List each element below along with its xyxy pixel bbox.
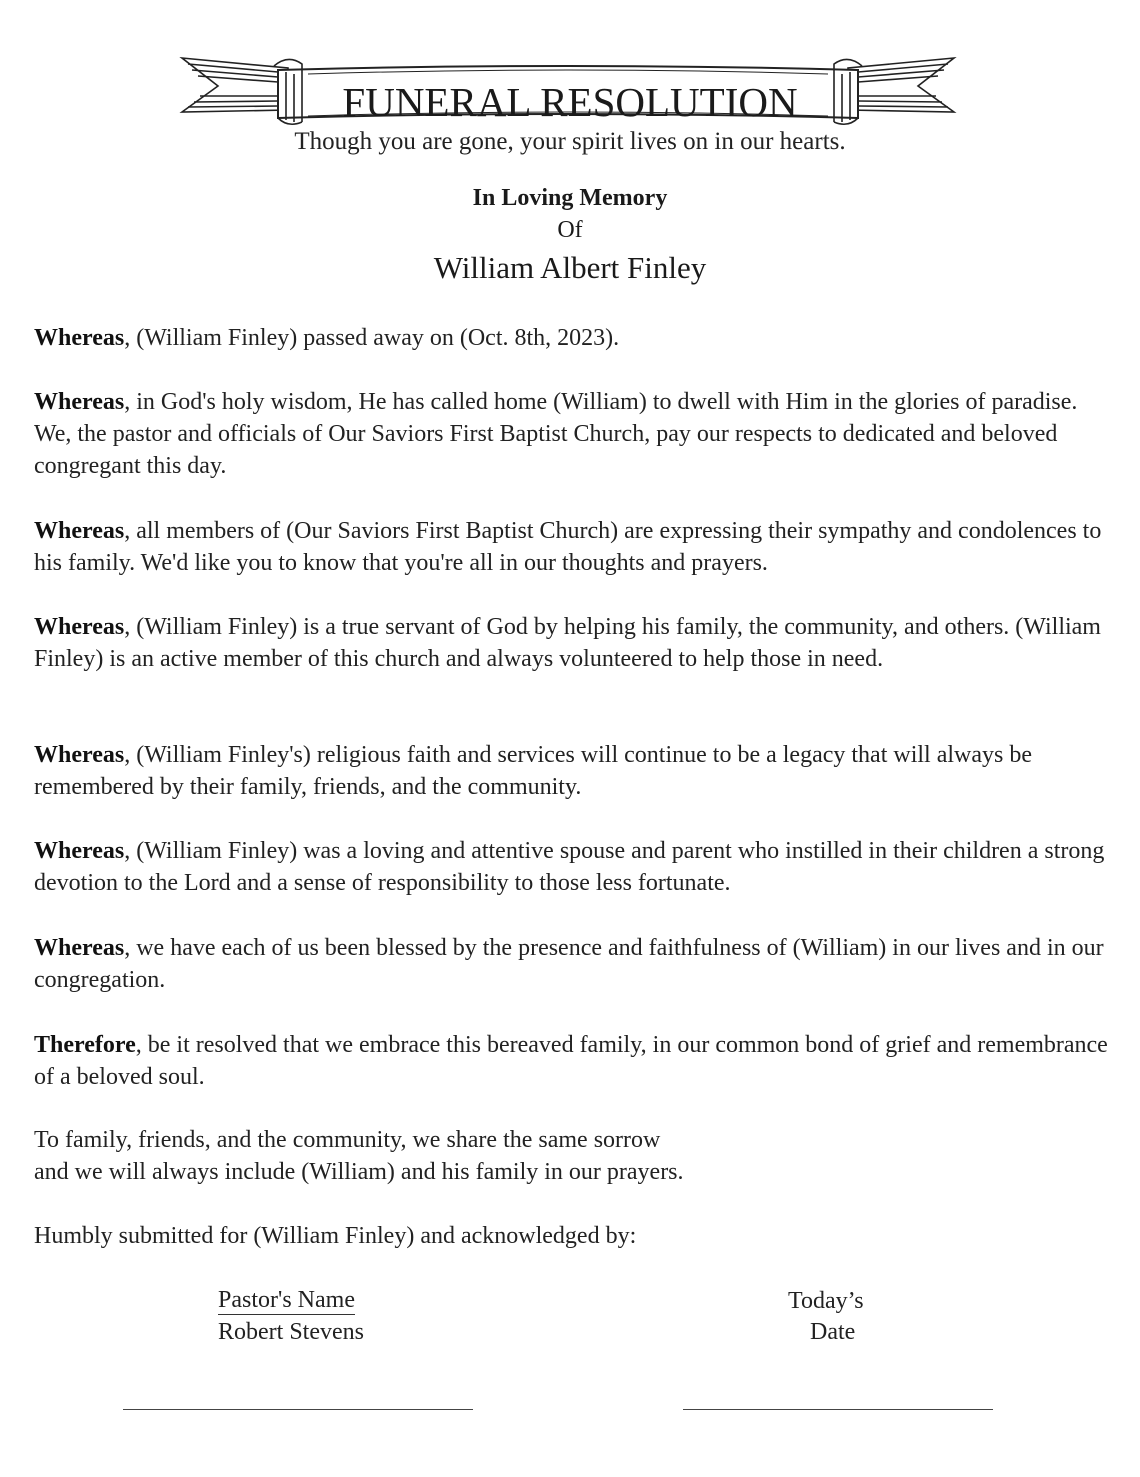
resolution-paragraph-3 xyxy=(34,515,1114,579)
resolution-conclusion xyxy=(34,1029,1114,1093)
date-label-line1: Today’s xyxy=(788,1288,864,1314)
paragraph-lead: Whereas xyxy=(34,838,125,864)
memory-heading: In Loving Memory xyxy=(472,185,668,211)
pastor-name: Robert Stevens xyxy=(218,1319,364,1345)
paragraph-lead: Whereas xyxy=(34,325,125,351)
resolution-paragraph-1 xyxy=(34,322,1114,354)
paragraph-text: , (William Finley's) religious faith and services will continue to be a legacy that will always be remembered by their family, friends, and the community. xyxy=(34,742,1032,800)
paragraph-lead: Whereas xyxy=(34,935,125,961)
document-title: FUNERAL RESOLUTION xyxy=(342,79,798,125)
paragraph-lead: Therefore xyxy=(34,1032,136,1058)
paragraph-text: , be it resolved that we embrace this bereaved family, in our common bond of grief and remembrance of a beloved soul. xyxy=(34,1032,1108,1090)
resolution-paragraph-5 xyxy=(34,739,1114,803)
resolution-paragraph-7 xyxy=(34,932,1114,996)
resolution-paragraph-4 xyxy=(34,611,1114,675)
pastor-signature-line xyxy=(123,1409,473,1410)
deceased-name: William Albert Finley xyxy=(433,250,707,285)
paragraph-text: , we have each of us been blessed by the presence and faithfulness of (William) in our lives and in our congregation. xyxy=(34,935,1104,993)
date-label-line2: Date xyxy=(810,1319,856,1345)
date-signature-line xyxy=(683,1409,993,1410)
memory-of: Of xyxy=(557,217,583,243)
paragraph-text: , all members of (Our Saviors First Baptist Church) are expressing their sympathy and condolences to his family. We'd like you to know that you're all in our thoughts and prayers. xyxy=(34,518,1102,576)
paragraph-text: , in God's holy wisdom, He has called home (William) to dwell with Him in the glories of paradise. We, the pastor and officials of Our Saviors First Baptist Church, pay our respects to dedicated and beloved congregant this day. xyxy=(34,389,1078,479)
paragraph-lead: Whereas xyxy=(34,614,125,640)
paragraph-lead: Whereas xyxy=(34,742,125,768)
paragraph-lead: Whereas xyxy=(34,518,125,544)
resolution-paragraph-2 xyxy=(34,386,1114,482)
paragraph-text: , (William Finley) passed away on (Oct. 8th, 2023). xyxy=(124,325,620,351)
closing-line-1: To family, friends, and the community, we share the same sorrow xyxy=(34,1127,661,1153)
pastor-name-label: Pastor's Name xyxy=(218,1287,355,1313)
paragraph-text: , (William Finley) is a true servant of God by helping his family, the community, and others. (William Finley) is an active member of this church and always volunteered to help those in need. xyxy=(34,614,1101,672)
submission-line: Humbly submitted for (William Finley) and acknowledged by: xyxy=(34,1223,637,1249)
paragraph-lead: Whereas xyxy=(34,389,125,415)
document-subtitle: Though you are gone, your spirit lives on in our hearts. xyxy=(294,128,846,155)
paragraph-text: , (William Finley) was a loving and attentive spouse and parent who instilled in their children a strong devotion to the Lord and a sense of responsibility to those less fortunate. xyxy=(34,838,1105,896)
closing-line-2: and we will always include (William) and his family in our prayers. xyxy=(34,1159,684,1185)
resolution-paragraph-6 xyxy=(34,835,1114,899)
